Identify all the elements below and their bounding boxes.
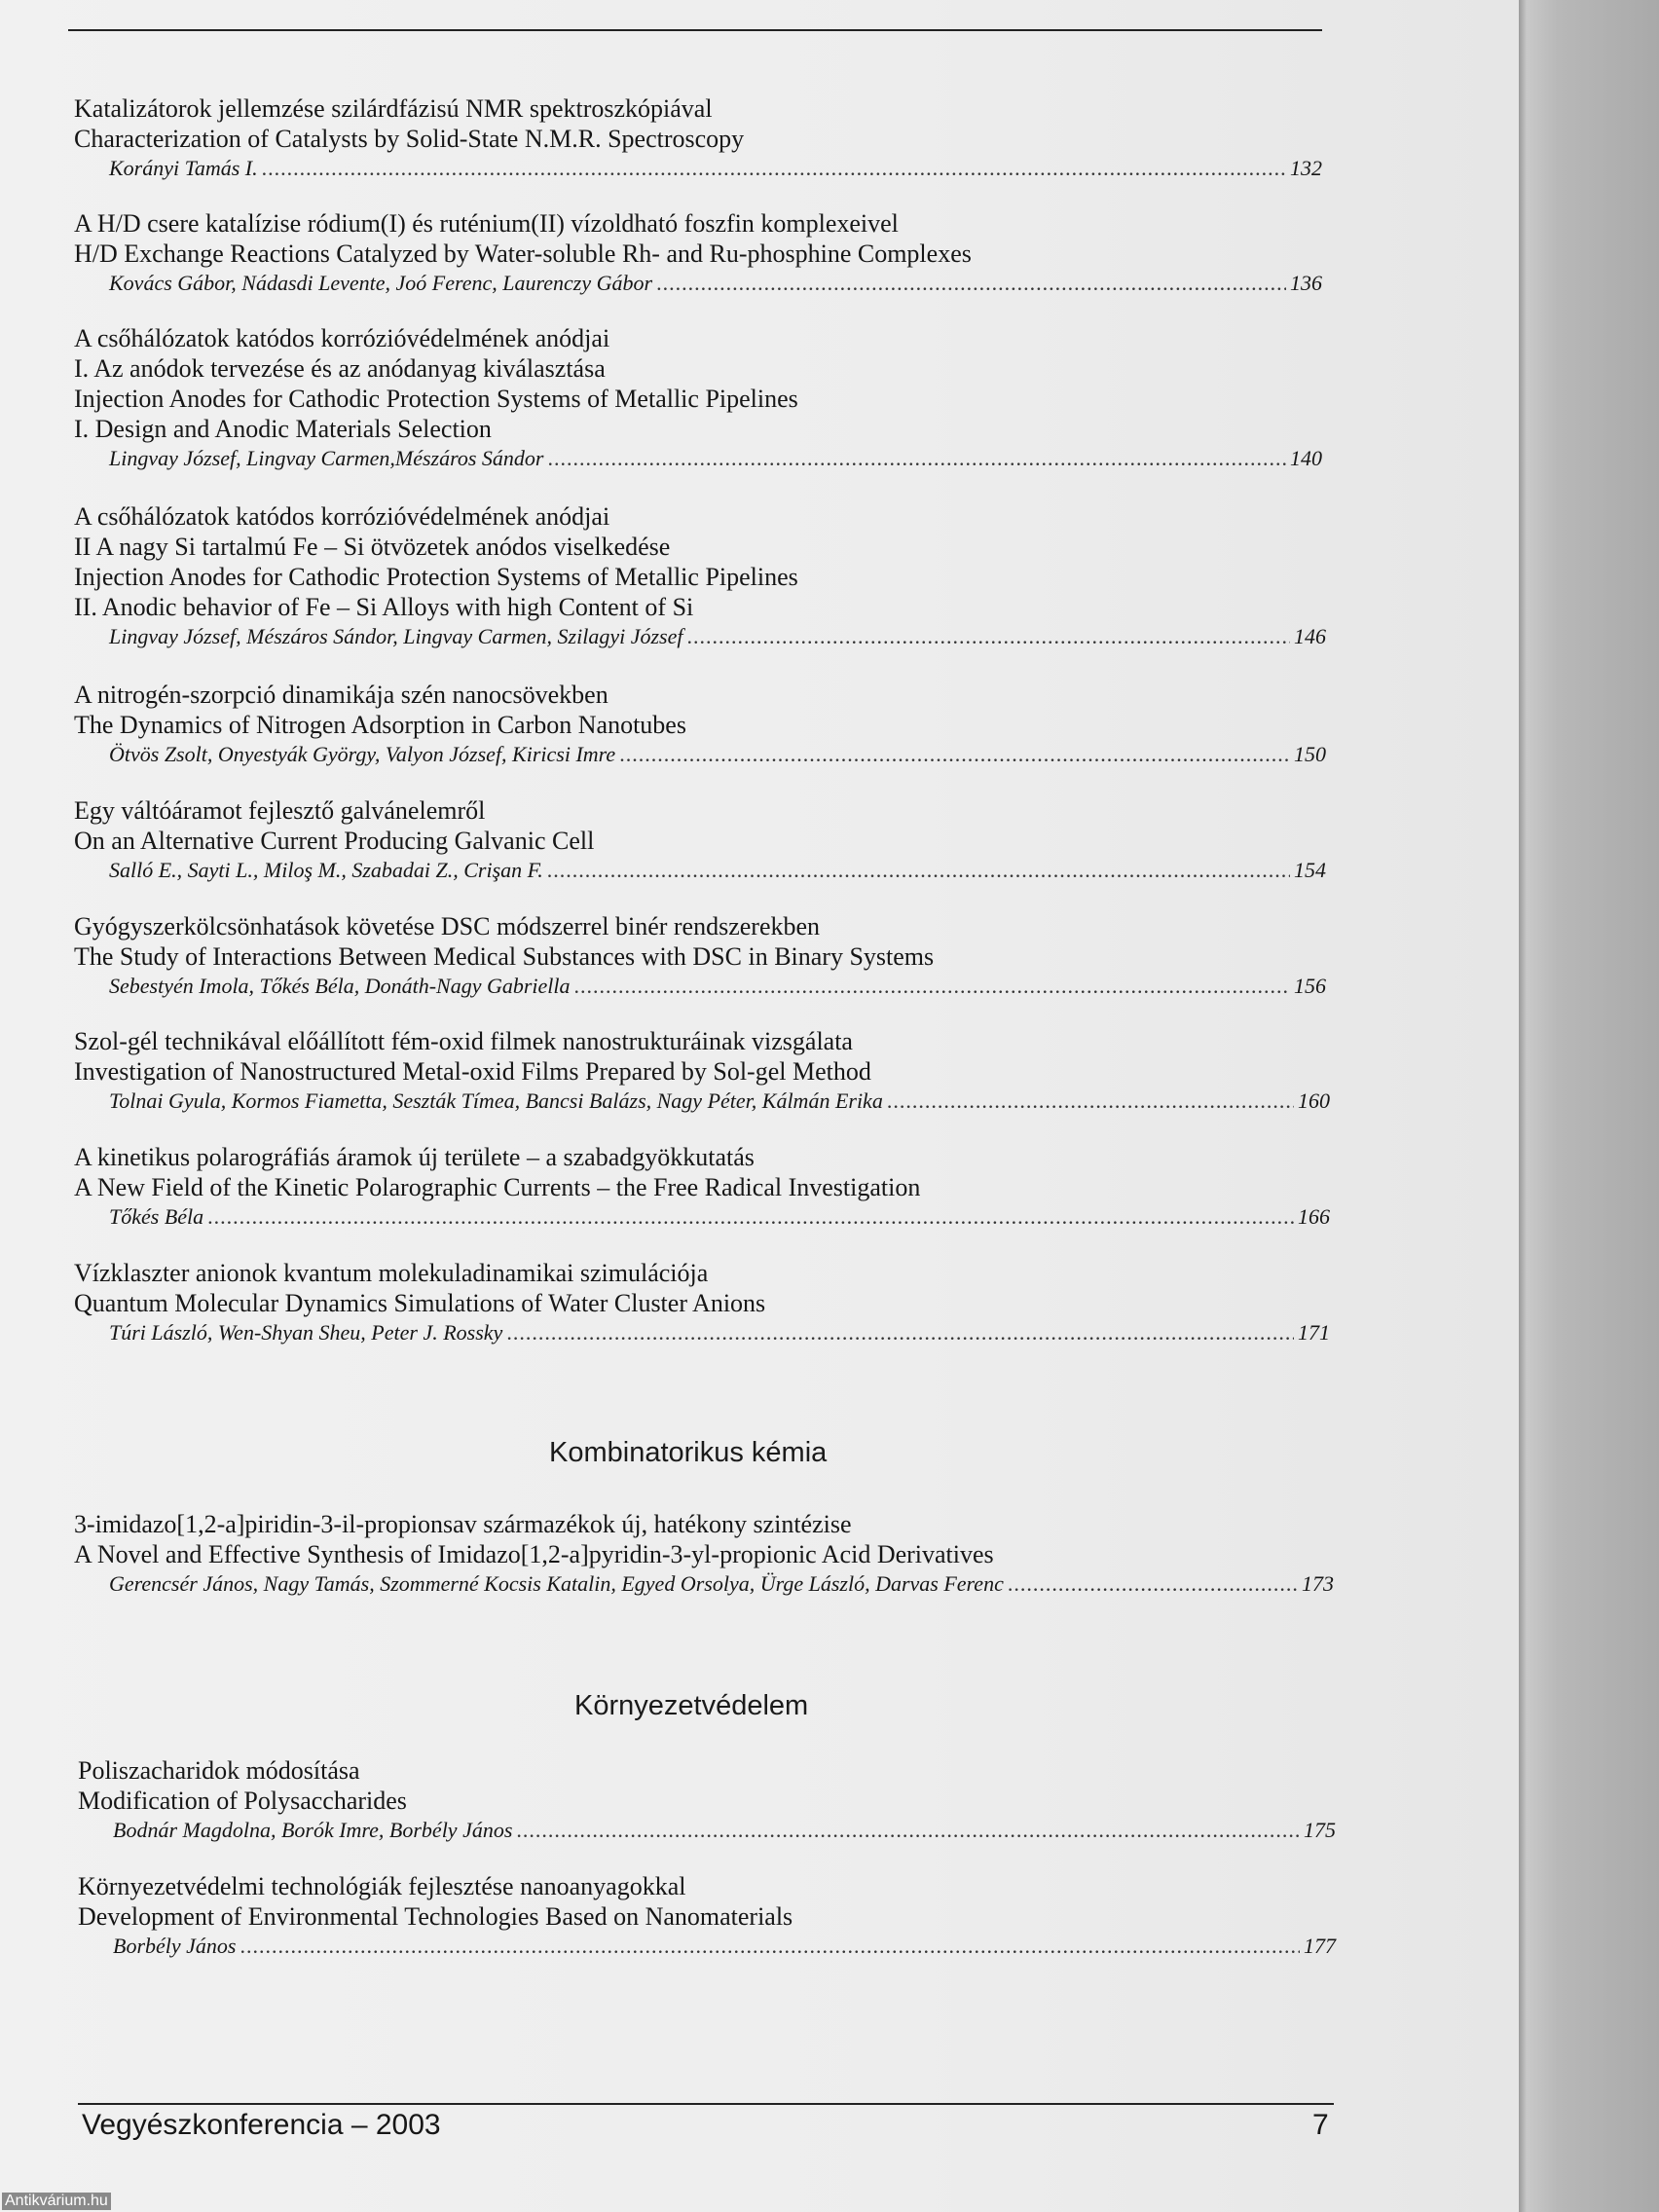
- toc-entry-title-line: Környezetvédelmi technológiák fejlesztése nanoanyagokkal: [78, 1872, 686, 1900]
- toc-entry-title-line: I. Az anódok tervezése és az anódanyag kiválasztása: [74, 354, 606, 383]
- toc-entry: [74, 911, 1326, 1001]
- toc-entry: [74, 680, 1326, 769]
- toc-entry-page-number: 132: [1290, 156, 1322, 180]
- dot-leader: [240, 1932, 1300, 1961]
- toc-entry-authors: Sebestyén Imola, Tőkés Béla, Donáth-Nagy Gabriella: [109, 974, 571, 998]
- dot-leader: [887, 1087, 1294, 1116]
- toc-entry-title-line: Poliszacharidok módosítása: [78, 1756, 360, 1785]
- toc-entry-authors-row: [78, 1816, 1336, 1845]
- footer-rule: [78, 2103, 1334, 2105]
- toc-entry-authors-row: [74, 1569, 1334, 1599]
- toc-entry-page-number: 177: [1304, 1934, 1336, 1958]
- toc-entry-title-line: I. Design and Anodic Materials Selection: [74, 415, 492, 443]
- toc-entry-title-line: A Novel and Effective Synthesis of Imidazo[1,2-a]pyridin-3-yl-propionic Acid Derivatives: [74, 1540, 994, 1568]
- toc-entry-authors: Gerencsér János, Nagy Tamás, Szommerné Kocsis Katalin, Egyed Orsolya, Ürge László, Darvas Ferenc: [109, 1571, 1004, 1596]
- toc-entry-title-line: Characterization of Catalysts by Solid-State N.M.R. Spectroscopy: [74, 125, 745, 153]
- toc-entry-authors: Lingvay József, Mészáros Sándor, Lingvay Carmen, Szilagyi József: [109, 624, 683, 648]
- toc-entry-authors: Salló E., Sayti L., Miloş M., Szabadai Z., Crişan F.: [109, 858, 543, 882]
- toc-entry-title-line: A kinetikus polarográfiás áramok új területe – a szabadgyökkutatás: [74, 1143, 755, 1171]
- toc-entry-title-line: The Dynamics of Nitrogen Adsorption in Carbon Nanotubes: [74, 711, 686, 739]
- section-heading-kornyezetvedelem: Környezetvédelem: [574, 1690, 809, 1721]
- dot-leader: [686, 622, 1290, 651]
- toc-entry: [74, 1142, 1330, 1232]
- toc-entry-title-line: H/D Exchange Reactions Catalyzed by Water-soluble Rh- and Ru-phosphine Complexes: [74, 240, 972, 268]
- toc-entry: [74, 795, 1326, 885]
- toc-entry-page-number: 171: [1298, 1320, 1330, 1345]
- section-heading-kombinatorikus: Kombinatorikus kémia: [549, 1437, 828, 1468]
- toc-entry-authors-row: [74, 1202, 1330, 1232]
- toc-entry-authors: Borbély János: [113, 1934, 237, 1958]
- toc-entry-page-number: 175: [1304, 1818, 1336, 1842]
- toc-entry-title-line: A New Field of the Kinetic Polarographic Currents – the Free Radical Investigation: [74, 1173, 921, 1201]
- toc-entry-authors-row: [74, 740, 1326, 769]
- footer-page-number: 7: [1312, 2109, 1329, 2141]
- toc-entry: [74, 1258, 1330, 1347]
- toc-entry: [74, 323, 1322, 473]
- toc-entry-authors-row: [74, 622, 1326, 651]
- toc-entry-title-line: On an Alternative Current Producing Galvanic Cell: [74, 827, 595, 855]
- dot-leader: [1008, 1569, 1298, 1599]
- toc-entry: [74, 93, 1322, 183]
- dot-leader: [656, 269, 1286, 298]
- dot-leader: [506, 1318, 1294, 1347]
- toc-entry-title-line: Investigation of Nanostructured Metal-oxid Films Prepared by Sol-gel Method: [74, 1057, 871, 1086]
- toc-entry-title-line: II. Anodic behavior of Fe – Si Alloys with high Content of Si: [74, 593, 694, 621]
- toc-entry-title-line: Injection Anodes for Cathodic Protection Systems of Metallic Pipelines: [74, 563, 798, 591]
- toc-entry-title-line: 3-imidazo[1,2-a]piridin-3-il-propionsav származékok új, hatékony szintézise: [74, 1510, 852, 1538]
- toc-entry-authors-row: [74, 1318, 1330, 1347]
- toc-entry-page-number: 136: [1290, 271, 1322, 295]
- dot-leader: [619, 740, 1290, 769]
- toc-entry-authors: Lingvay József, Lingvay Carmen,Mészáros Sándor: [109, 446, 544, 470]
- toc-entry-authors-row: [74, 1087, 1330, 1116]
- toc-entry-authors: Ötvös Zsolt, Onyestyák György, Valyon József, Kiricsi Imre: [109, 742, 616, 766]
- dot-leader: [207, 1202, 1294, 1232]
- dot-leader: [547, 856, 1290, 885]
- toc-entry-authors: Túri László, Wen-Shyan Sheu, Peter J. Rossky: [109, 1320, 503, 1345]
- toc-entry-page-number: 140: [1290, 446, 1322, 470]
- footer-title: Vegyészkonferencia – 2003: [82, 2109, 441, 2141]
- dot-leader: [548, 444, 1287, 473]
- toc-entry-page-number: 150: [1294, 742, 1326, 766]
- toc-entry-title-line: Gyógyszerkölcsönhatások követése DSC módszerrel binér rendszerekben: [74, 912, 821, 940]
- book-spine-shadow: [1519, 0, 1659, 2212]
- toc-entry-authors-row: [74, 154, 1322, 183]
- toc-entry-page-number: 154: [1294, 858, 1326, 882]
- toc-entry-title-line: Development of Environmental Technologies Based on Nanomaterials: [78, 1902, 793, 1931]
- toc-entry-page-number: 173: [1302, 1571, 1334, 1596]
- toc-entry-title-line: A csőhálózatok katódos korrózióvédelmének anódjai: [74, 502, 610, 531]
- toc-entry-title-line: Katalizátorok jellemzése szilárdfázisú NMR spektroszkópiával: [74, 94, 713, 123]
- toc-entry-authors-row: [74, 856, 1326, 885]
- toc-entry-page-number: 146: [1294, 624, 1326, 648]
- toc-entry: [74, 1509, 1334, 1599]
- toc-entry-authors-row: [74, 444, 1322, 473]
- toc-entry: [78, 1755, 1336, 1845]
- toc-entry-page-number: 156: [1294, 974, 1326, 998]
- toc-entry-page-number: 166: [1298, 1204, 1330, 1229]
- toc-entry: [74, 208, 1322, 298]
- toc-entry-page-number: 160: [1298, 1088, 1330, 1113]
- toc-entry: [74, 501, 1326, 651]
- dot-leader: [516, 1816, 1300, 1845]
- toc-entry-title-line: A csőhálózatok katódos korrózióvédelmének anódjai: [74, 324, 610, 352]
- dot-leader: [574, 972, 1290, 1001]
- toc-entry-title-line: A H/D csere katalízise ródium(I) és ruténium(II) vízoldható foszfin komplexeivel: [74, 209, 899, 238]
- toc-entry-title-line: Egy váltóáramot fejlesztő galvánelemről: [74, 796, 486, 825]
- toc-entry-title-line: Modification of Polysaccharides: [78, 1787, 407, 1815]
- toc-entry-title-line: Injection Anodes for Cathodic Protection Systems of Metallic Pipelines: [74, 385, 798, 413]
- toc-entry-title-line: Vízklaszter anionok kvantum molekuladinamikai szimulációja: [74, 1259, 709, 1287]
- toc-entry-authors-row: [78, 1932, 1336, 1961]
- toc-entry: [78, 1871, 1336, 1961]
- toc-entry-title-line: The Study of Interactions Between Medical Substances with DSC in Binary Systems: [74, 942, 935, 971]
- watermark: Antikvárium.hu: [2, 2193, 111, 2210]
- dot-leader: [262, 154, 1286, 183]
- toc-entry-authors: Bodnár Magdolna, Borók Imre, Borbély János: [113, 1818, 513, 1842]
- toc-entry-authors: Kovács Gábor, Nádasdi Levente, Joó Ferenc, Laurenczy Gábor: [109, 271, 653, 295]
- toc-entry: [74, 1026, 1330, 1116]
- toc-entry-title-line: Szol-gél technikával előállított fém-oxid filmek nanostrukturáinak vizsgálata: [74, 1027, 853, 1055]
- top-rule: [68, 29, 1322, 31]
- toc-entry-title-line: Quantum Molecular Dynamics Simulations of Water Cluster Anions: [74, 1289, 766, 1317]
- toc-entry-title-line: A nitrogén-szorpció dinamikája szén nanocsövekben: [74, 681, 608, 709]
- toc-entry-title-line: II A nagy Si tartalmú Fe – Si ötvözetek anódos viselkedése: [74, 533, 671, 561]
- toc-entry-authors: Tolnai Gyula, Kormos Fiametta, Seszták Tímea, Bancsi Balázs, Nagy Péter, Kálmán Erika: [109, 1088, 883, 1113]
- toc-entry-authors: Korányi Tamás I.: [109, 156, 258, 180]
- toc-entry-authors: Tőkés Béla: [109, 1204, 204, 1229]
- toc-entry-authors-row: [74, 972, 1326, 1001]
- toc-entry-authors-row: [74, 269, 1322, 298]
